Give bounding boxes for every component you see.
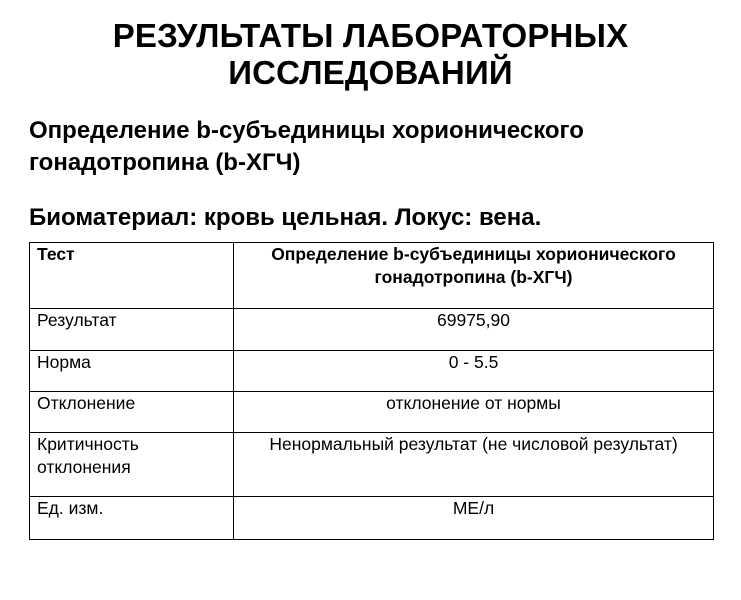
row-label-line-1: Отклонение bbox=[37, 393, 136, 413]
header-label-cell: Тест bbox=[30, 243, 234, 309]
row-label-line-2: отклонения bbox=[37, 457, 131, 477]
row-label-cell bbox=[30, 392, 234, 433]
test-title bbox=[29, 115, 719, 179]
row-label-line-1: Норма bbox=[37, 352, 91, 372]
header-value-line-2: гонадотропина (b-ХГЧ) bbox=[374, 267, 573, 287]
row-value-cell: МЕ/л bbox=[234, 497, 714, 540]
page-title bbox=[0, 17, 741, 91]
table-row bbox=[30, 497, 714, 540]
row-label-cell bbox=[30, 433, 234, 497]
row-label-cell bbox=[30, 309, 234, 351]
biomaterial-heading: Биоматериал: кровь цельная. Локус: вена. bbox=[29, 204, 542, 231]
header-value-cell bbox=[234, 243, 714, 309]
page-title-line-2: ИССЛЕДОВАНИЙ bbox=[228, 54, 513, 91]
row-value-cell: 69975,90 bbox=[234, 309, 714, 351]
row-value-cell: отклонение от нормы bbox=[234, 392, 714, 433]
row-label-cell bbox=[30, 351, 234, 392]
row-value-cell: Ненормальный результат (не числовой результат) bbox=[234, 433, 714, 497]
table-row bbox=[30, 309, 714, 351]
row-label-line-1: Критичность bbox=[37, 434, 139, 454]
header-value-line-1: Определение b-субъединицы хорионического bbox=[271, 244, 676, 264]
table-row bbox=[30, 392, 714, 433]
row-label-line-1: Результат bbox=[37, 310, 117, 330]
table-header-row bbox=[30, 243, 714, 309]
row-value-cell: 0 - 5.5 bbox=[234, 351, 714, 392]
table-row bbox=[30, 433, 714, 497]
test-title-line-1: Определение b-субъединицы хорионического bbox=[29, 117, 584, 144]
results-table bbox=[29, 242, 714, 540]
test-title-line-2: гонадотропина (b-ХГЧ) bbox=[29, 149, 301, 176]
row-label-cell bbox=[30, 497, 234, 540]
table-row bbox=[30, 351, 714, 392]
row-label-line-1: Ед. изм. bbox=[37, 498, 104, 518]
page-title-line-1: РЕЗУЛЬТАТЫ ЛАБОРАТОРНЫХ bbox=[112, 17, 629, 54]
